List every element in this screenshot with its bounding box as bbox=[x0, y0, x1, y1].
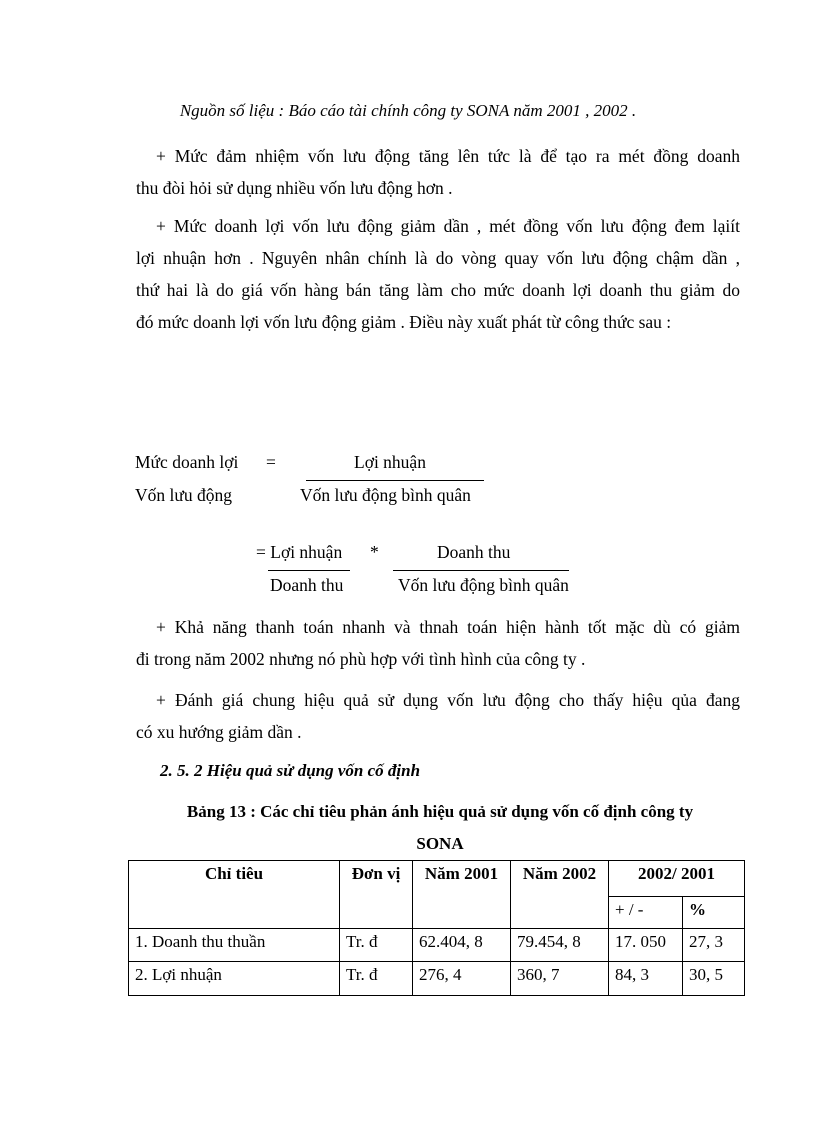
formula-equals-sign: = bbox=[266, 452, 276, 472]
header-year-2002: Năm 2002 bbox=[511, 861, 609, 929]
formula2-denominator-1: Doanh thu bbox=[270, 575, 344, 595]
paragraph-line: + Mức doanh lợi vốn lưu động giảm dần , mét đồng vốn lưu động đem lạiít bbox=[156, 216, 740, 236]
formula-numerator: Lợi nhuận bbox=[354, 452, 426, 472]
section-title: 2. 5. 2 Hiệu quả sử dụng vốn cố định bbox=[160, 761, 421, 780]
cell-year-2001: 62.404, 8 bbox=[413, 929, 511, 962]
fraction-bar bbox=[268, 570, 350, 571]
formula-lhs-line1: Mức doanh lợi bbox=[135, 452, 239, 472]
paragraph-line: đi trong năm 2002 nhưng nó phù hợp với tình hình của công ty . bbox=[136, 649, 586, 669]
header-indicator: Chỉ tiêu bbox=[129, 861, 340, 929]
cell-unit: Tr. đ bbox=[340, 962, 413, 996]
formula2-numerator-1 bbox=[256, 542, 342, 563]
cell-year-2001: 276, 4 bbox=[413, 962, 511, 996]
header-unit: Đơn vị bbox=[340, 861, 413, 929]
paragraph-line: đó mức doanh lợi vốn lưu động giảm . Điều này xuất phát từ công thức sau : bbox=[136, 312, 672, 332]
formula-denominator: Vốn lưu động bình quân bbox=[300, 485, 471, 505]
paragraph-line: lợi nhuận hơn . Nguyên nhân chính là do vòng quay vốn lưu động chậm dần , bbox=[136, 248, 740, 268]
table-row bbox=[129, 929, 745, 962]
cell-unit: Tr. đ bbox=[340, 929, 413, 962]
source-note: Nguồn số liệu : Báo cáo tài chính công ty SONA năm 2001 , 2002 . bbox=[179, 101, 637, 120]
formula2-prefix: = bbox=[256, 542, 271, 562]
paragraph-line: + Mức đảm nhiệm vốn lưu động tăng lên tức là để tạo ra mét đồng doanh bbox=[156, 146, 740, 166]
fraction-bar bbox=[393, 570, 569, 571]
cell-pct: 30, 5 bbox=[683, 962, 745, 996]
cell-pct: 27, 3 bbox=[683, 929, 745, 962]
formula2-times-sign: * bbox=[370, 542, 379, 562]
table-header-row bbox=[129, 861, 745, 897]
formula-lhs-line2: Vốn lưu động bbox=[135, 485, 232, 505]
header-pct: % bbox=[683, 897, 745, 929]
cell-year-2002: 360, 7 bbox=[511, 962, 609, 996]
header-year-2001: Năm 2001 bbox=[413, 861, 511, 929]
indicator-table bbox=[128, 860, 745, 996]
paragraph-line: thứ hai là do giá vốn hàng bán tăng làm cho mức doanh lợi doanh thu giảm do bbox=[136, 280, 740, 300]
header-comparison: 2002/ 2001 bbox=[609, 861, 745, 897]
formula2-num1-text: Lợi nhuận bbox=[270, 542, 343, 562]
paragraph-2 bbox=[136, 210, 740, 338]
cell-indicator: 1. Doanh thu thuần bbox=[129, 929, 340, 962]
cell-indicator: 2. Lợi nhuận bbox=[129, 962, 340, 996]
paragraph-1 bbox=[136, 140, 740, 204]
paragraph-line: + Đánh giá chung hiệu quả sử dụng vốn lưu động cho thấy hiệu qủa đang bbox=[156, 690, 740, 710]
header-diff: + / - bbox=[609, 897, 683, 929]
paragraph-4 bbox=[136, 684, 740, 748]
cell-diff: 84, 3 bbox=[609, 962, 683, 996]
paragraph-line: + Khả năng thanh toán nhanh và thnah toán hiện hành tốt mặc dù có giảm bbox=[156, 617, 740, 637]
cell-diff: 17. 050 bbox=[609, 929, 683, 962]
formula2-denominator-2: Vốn lưu động bình quân bbox=[398, 575, 569, 595]
paragraph-line: thu đòi hỏi sử dụng nhiều vốn lưu động hơn . bbox=[136, 178, 453, 198]
cell-year-2002: 79.454, 8 bbox=[511, 929, 609, 962]
paragraph-line: có xu hướng giảm dần . bbox=[136, 722, 302, 742]
table-row bbox=[129, 962, 745, 996]
table-title-line1: Bảng 13 : Các chỉ tiêu phản ánh hiệu quả sử dụng vốn cố định công ty bbox=[186, 802, 694, 821]
table-title-line2: SONA bbox=[416, 834, 464, 853]
formula2-numerator-2: Doanh thu bbox=[437, 542, 511, 562]
fraction-bar bbox=[306, 480, 484, 481]
paragraph-3 bbox=[136, 611, 740, 675]
